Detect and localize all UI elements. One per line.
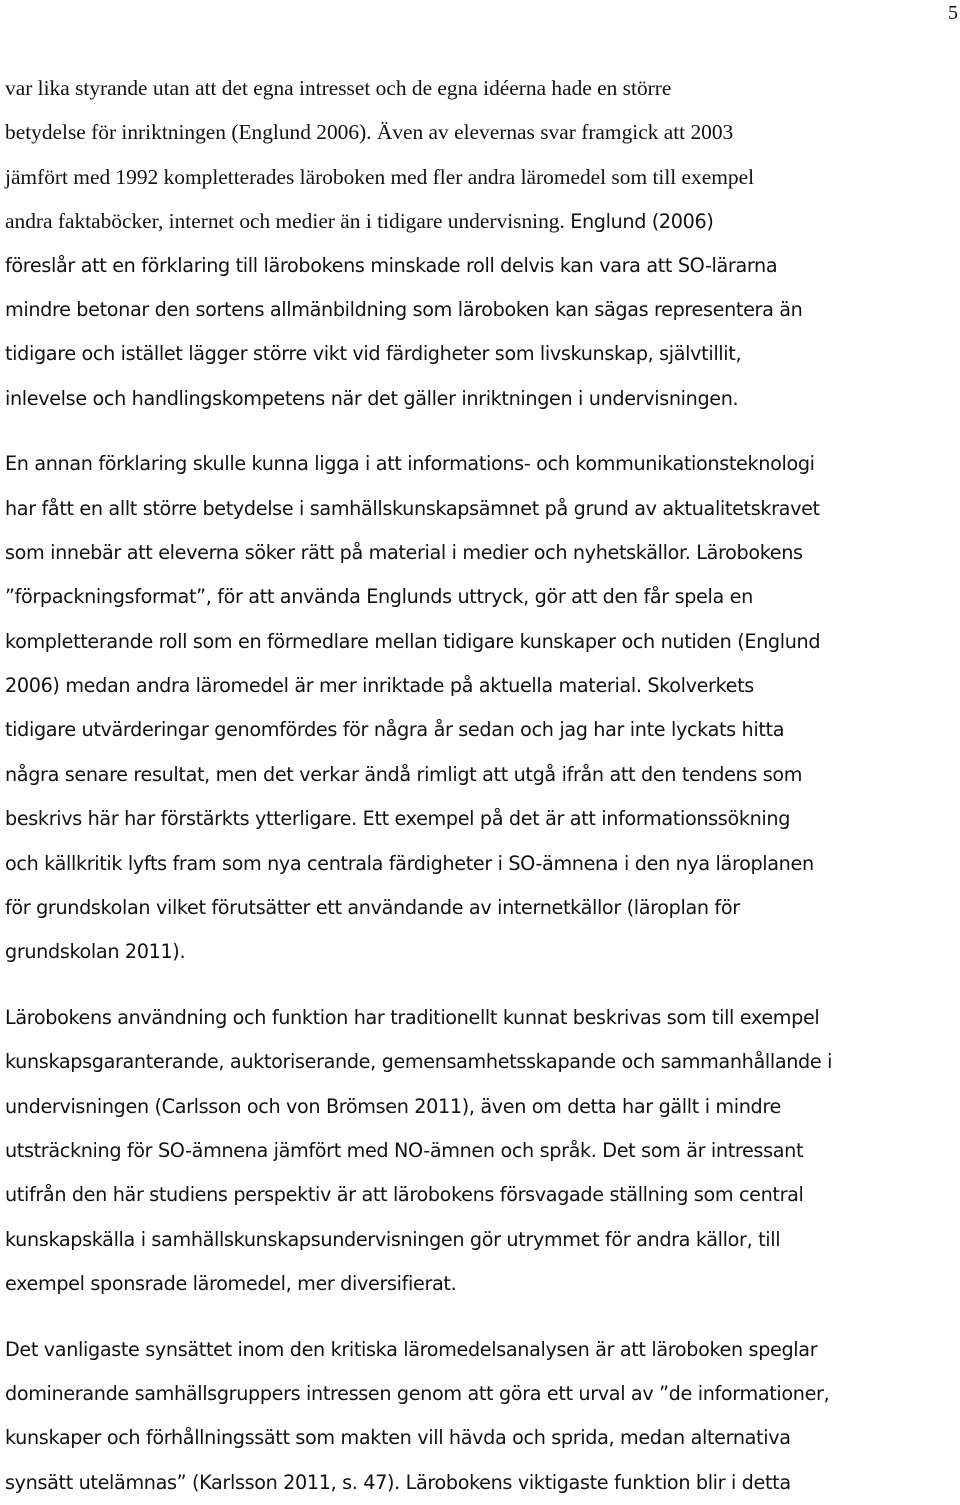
paragraph-gap [5,975,960,996]
text-line: kunskapsgaranterande, auktoriserande, gemensamhetsskapande och sammanhållande i [5,1050,833,1074]
text-line: grundskolan 2011). [5,940,186,964]
paragraph [5,1328,960,1505]
text-line: betydelse för inriktningen (Englund 2006). Även av elevernas svar framgick att 2003 [5,120,734,145]
text-line: ”förpackningsformat”, för att använda Englunds uttryck, gör att den får spela en [5,585,753,609]
paragraph-gap [5,421,960,442]
text-line: kunskaper och förhållningssätt som makten vill hävda och sprida, medan alternativa [5,1426,791,1450]
text-line: och källkritik lyfts fram som nya centrala färdigheter i SO-ämnena i den nya läroplanen [5,851,814,875]
text-line: synsätt utelämnas” (Karlsson 2011, s. 47). Lärobokens viktigaste funktion blir i detta [5,1470,791,1494]
text-line: utsträckning för SO-ämnena jämfört med NO-ämnen och språk. Det som är intressant [5,1138,804,1162]
text-line: exempel sponsrade läromedel, mer diversifierat. [5,1272,457,1296]
text-line: några senare resultat, men det verkar ändå rimligt att utgå ifrån att den tendens som [5,762,803,786]
text-line: tidigare och istället lägger större vikt vid färdigheter som livskunskap, självtillit, [5,342,742,366]
paragraph [5,442,960,975]
text-line: föreslår att en förklaring till lärobokens minskade roll delvis kan vara att SO-lärarna [5,253,778,277]
text-line: kompletterande roll som en förmedlare mellan tidigare kunskaper och nutiden (Englund [5,629,821,653]
text-segment: Englund (2006) [570,210,714,234]
text-line: som innebär att eleverna söker rätt på material i medier och nyhetskällor. Lärobokens [5,540,803,564]
text-line: har fått en allt större betydelse i samhällskunskapsämnet på grund av aktualitetskravet [5,496,820,520]
page-number: 5 [948,2,958,24]
document-body [5,66,960,1505]
text-line: En annan förklaring skulle kunna ligga i att informations- och kommunikationsteknologi [5,452,815,476]
text-line: jämfört med 1992 kompletterades läroboken med fler andra läromedel som till exempel [5,164,755,189]
text-line: dominerande samhällsgruppers intressen genom att göra ett urval av ”de informationer, [5,1381,830,1405]
paragraph [5,996,960,1307]
text-line: mindre betonar den sortens allmänbildning som läroboken kan sägas representera än [5,297,803,321]
text-line: undervisningen (Carlsson och von Brömsen 2011), även om detta har gällt i mindre [5,1094,781,1118]
text-line: 2006) medan andra läromedel är mer inriktade på aktuella material. Skolverkets [5,674,754,698]
text-line: för grundskolan vilket förutsätter ett användande av internetkällor (läroplan för [5,896,740,920]
text-segment: andra faktaböcker, internet och medier än i tidigare undervisning. [5,209,571,234]
text-line: beskrivs här har förstärkts ytterligare. Ett exempel på det är att informationssökning [5,807,791,831]
text-line: utifrån den här studiens perspektiv är att lärobokens försvagade ställning som central [5,1183,804,1207]
paragraph-gap [5,1307,960,1328]
text-line: tidigare utvärderingar genomfördes för några år sedan och jag har inte lyckats hitta [5,718,785,742]
text-line: inlevelse och handlingskompetens när det gäller inriktningen i undervisningen. [5,386,739,410]
text-line [5,199,960,243]
text-line: var lika styrande utan att det egna intresset och de egna idéerna hade en större [5,76,672,100]
text-line: Lärobokens användning och funktion har traditionellt kunnat beskrivas som till exempel [5,1005,820,1029]
text-line: Det vanligaste synsättet inom den kritiska läromedelsanalysen är att läroboken speglar [5,1337,818,1361]
paragraph [5,66,960,421]
text-line: kunskapskälla i samhällskunskapsundervisningen gör utrymmet för andra källor, till [5,1227,781,1251]
